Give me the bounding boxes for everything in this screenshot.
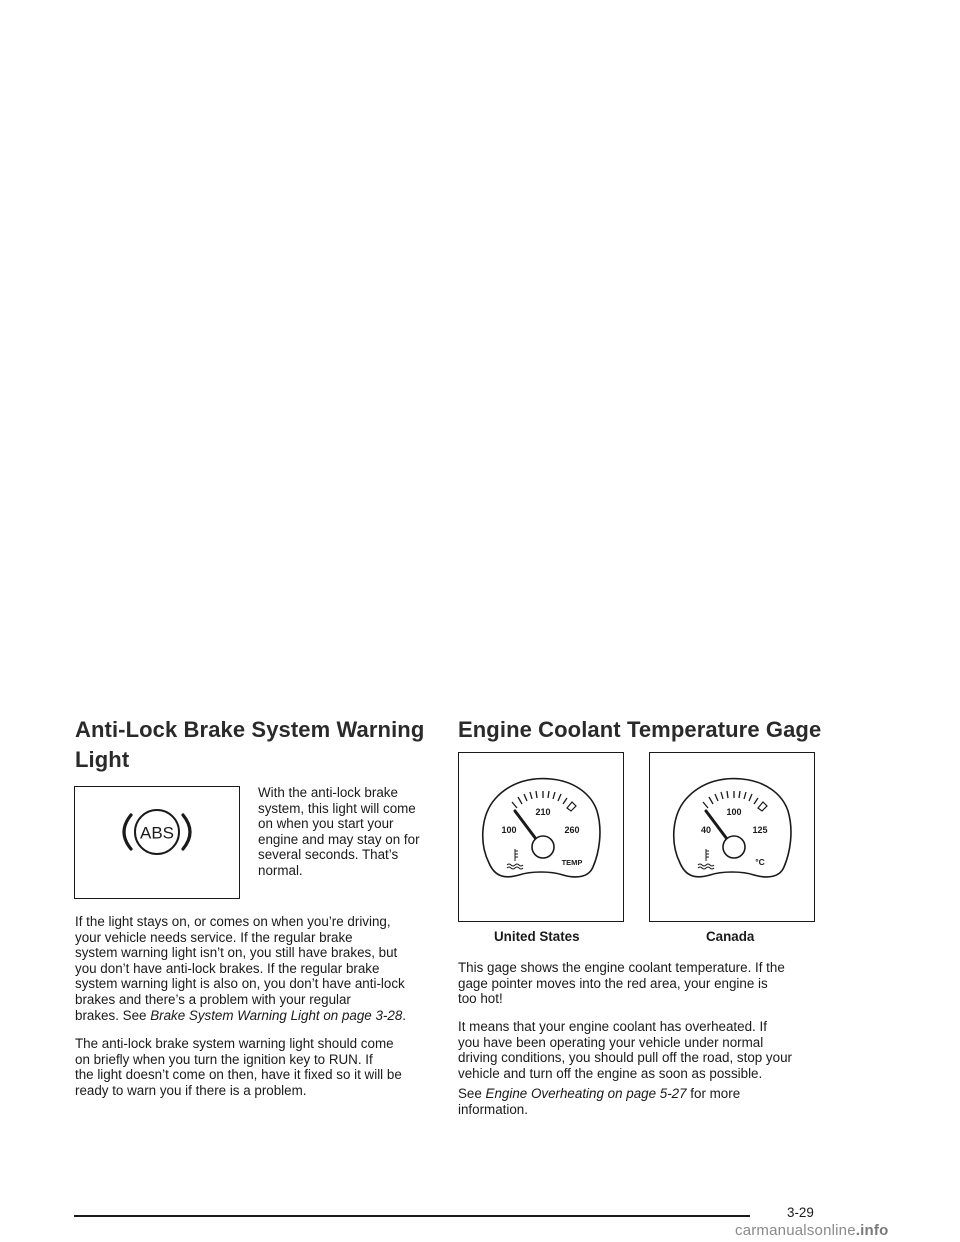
heading-line-1: Anti-Lock Brake System Warning bbox=[75, 717, 425, 742]
page-number: 3-29 bbox=[787, 1205, 814, 1220]
text-line bbox=[75, 1008, 445, 1024]
intro-line: system, this light will come bbox=[258, 800, 416, 816]
abs-icon-label: ABS bbox=[139, 823, 175, 843]
section-heading-coolant: Engine Coolant Temperature Gage bbox=[458, 717, 822, 742]
text-line bbox=[458, 1086, 828, 1102]
intro-line: normal. bbox=[258, 862, 303, 878]
watermark bbox=[735, 1222, 888, 1239]
intro-line: on when you start your bbox=[258, 816, 394, 832]
text-line: brakes and there’s a problem with your regular bbox=[75, 991, 351, 1007]
abs-paragraph-2 bbox=[75, 1036, 445, 1098]
abs-warning-icon bbox=[75, 787, 239, 898]
footer-rule bbox=[74, 1215, 750, 1217]
text-line: you don’t have anti-lock brakes. If the regular brake bbox=[75, 960, 380, 976]
heading-line-2: Light bbox=[75, 747, 130, 772]
abs-paragraph-1 bbox=[75, 914, 445, 1023]
text-line: vehicle and turn off the engine as soon as possible. bbox=[458, 1065, 763, 1081]
caption-canada: Canada bbox=[706, 929, 755, 944]
text-line: you have been operating your vehicle under normal bbox=[458, 1034, 764, 1050]
text-line: system warning light is also on, you don’t have anti-lock bbox=[75, 976, 405, 992]
gauge-label-mid: 100 bbox=[726, 807, 742, 817]
text-fragment: brakes. See bbox=[75, 1007, 151, 1023]
text-line: The anti-lock brake system warning light should come bbox=[75, 1036, 394, 1051]
text-line: This gage shows the engine coolant temperature. If the bbox=[458, 960, 785, 975]
intro-line: several seconds. That’s bbox=[258, 847, 399, 863]
section-heading-abs bbox=[75, 715, 424, 775]
gauge-unit-label: TEMP bbox=[561, 858, 583, 867]
intro-line: With the anti-lock brake bbox=[258, 785, 398, 800]
intro-line: engine and may stay on for bbox=[258, 831, 420, 847]
coolant-gauge-canada bbox=[650, 753, 814, 921]
text-line: It means that your engine coolant has overheated. If bbox=[458, 1019, 767, 1034]
brake-warning-xref[interactable]: Brake System Warning Light on page 3-28 bbox=[150, 1007, 403, 1023]
text-line: information. bbox=[458, 1101, 528, 1117]
coolant-paragraph-1 bbox=[458, 960, 828, 1007]
gauge-unit-label: °C bbox=[755, 857, 765, 867]
text-line: system warning light isn’t on, you still have brakes, but bbox=[75, 945, 398, 961]
abs-intro-text bbox=[258, 785, 438, 879]
gauge-label-mid: 210 bbox=[535, 807, 551, 817]
gauge-label-low: 40 bbox=[700, 825, 712, 835]
coolant-paragraph-2 bbox=[458, 1019, 828, 1081]
caption-united-states: United States bbox=[494, 929, 580, 944]
text-line: too hot! bbox=[458, 991, 503, 1007]
watermark-domain: .info bbox=[855, 1222, 889, 1239]
coolant-thermometer-icon bbox=[698, 849, 714, 869]
coolant-gauge-us-figure bbox=[458, 752, 624, 922]
text-line: on briefly when you turn the ignition key to RUN. If bbox=[75, 1051, 373, 1067]
gauge-label-high: 125 bbox=[752, 825, 768, 835]
text-line: driving conditions, you should pull off the road, stop your bbox=[458, 1050, 792, 1066]
coolant-thermometer-icon bbox=[507, 849, 523, 869]
text-line: the light doesn’t come on then, have it fixed so it will be bbox=[75, 1067, 402, 1083]
coolant-gauge-us bbox=[459, 753, 623, 921]
gauge-label-high: 260 bbox=[564, 825, 580, 835]
gauge-label-low: 100 bbox=[501, 825, 517, 835]
abs-figure bbox=[74, 786, 240, 899]
text-line: ready to warn you if there is a problem. bbox=[75, 1082, 307, 1098]
text-line: gage pointer moves into the red area, your engine is bbox=[458, 975, 768, 991]
watermark-text: carmanualsonline bbox=[735, 1222, 856, 1239]
text-fragment: for more bbox=[686, 1086, 741, 1101]
text-line: your vehicle needs service. If the regular brake bbox=[75, 929, 353, 945]
text-fragment: See bbox=[458, 1086, 486, 1101]
text-fragment: . bbox=[402, 1007, 407, 1023]
engine-overheating-xref[interactable]: Engine Overheating on page 5-27 bbox=[485, 1086, 687, 1101]
coolant-gauge-canada-figure bbox=[649, 752, 815, 922]
text-line: If the light stays on, or comes on when you’re driving, bbox=[75, 914, 391, 929]
coolant-paragraph-3 bbox=[458, 1086, 828, 1117]
